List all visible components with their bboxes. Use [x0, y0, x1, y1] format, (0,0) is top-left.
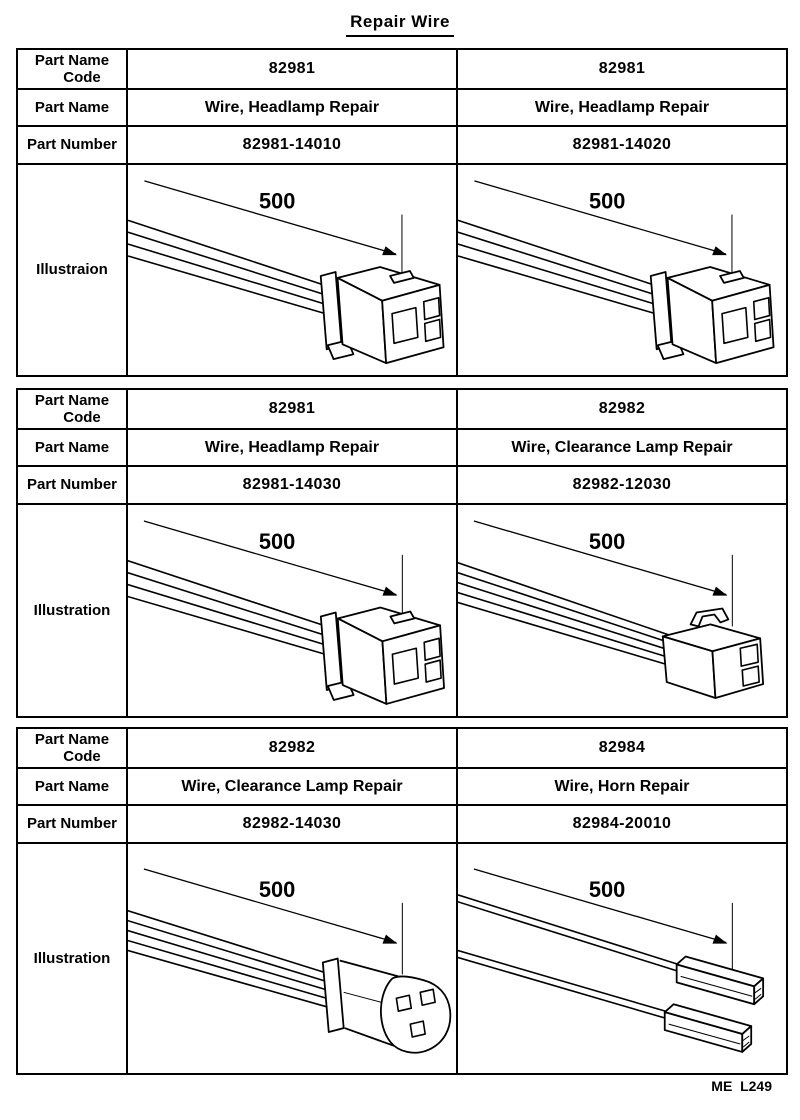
part-code-value: 82981	[126, 50, 456, 88]
row-label-illustration: Illustration	[18, 503, 126, 716]
clearance-lamp-connector-illustration	[458, 505, 786, 716]
page-title: Repair Wire	[346, 12, 454, 37]
part-name-value: Wire, Clearance Lamp Repair	[126, 767, 456, 804]
horn-spade-connectors-illustration	[458, 844, 786, 1073]
dimension-label: 500	[588, 528, 626, 554]
page-title-wrap	[0, 12, 800, 37]
part-name-value: Wire, Headlamp Repair	[126, 88, 456, 125]
row-label-illustration: Illustraion	[18, 163, 126, 375]
clearance-lamp-socket-connector-illustration	[128, 844, 456, 1073]
dimension-label: 500	[258, 876, 296, 902]
illustration-cell	[456, 842, 786, 1073]
row-label-illustration: Illustration	[18, 842, 126, 1073]
row-label-part-name: Part Name	[18, 88, 126, 125]
part-number-value: 82981-14010	[126, 125, 456, 163]
part-name-value: Wire, Horn Repair	[456, 767, 786, 804]
headlamp-connector-illustration	[458, 165, 786, 375]
illustration-cell	[456, 163, 786, 375]
dimension-label: 500	[588, 876, 626, 902]
part-number-value: 82981-14020	[456, 125, 786, 163]
row-label-part-number: Part Number	[18, 465, 126, 503]
part-code-value: 82984	[456, 729, 786, 767]
part-name-value: Wire, Clearance Lamp Repair	[456, 428, 786, 465]
dimension-label: 500	[588, 188, 626, 214]
illustration-cell	[126, 842, 456, 1073]
illustration-cell	[126, 503, 456, 716]
part-number-value: 82984-20010	[456, 804, 786, 842]
row-label-part-name: Part Name	[18, 767, 126, 804]
page-code: ME L249	[711, 1078, 772, 1094]
row-label-part-name: Part Name	[18, 428, 126, 465]
row-label-part-number: Part Number	[18, 125, 126, 163]
part-name-value: Wire, Headlamp Repair	[456, 88, 786, 125]
row-label-part-name-code: Part Name Code	[34, 730, 110, 765]
part-number-value: 82981-14030	[126, 465, 456, 503]
parts-table-2	[16, 388, 788, 718]
row-label-part-number: Part Number	[18, 804, 126, 842]
part-code-value: 82981	[126, 390, 456, 428]
dimension-label: 500	[258, 188, 296, 214]
part-code-value: 82981	[456, 50, 786, 88]
part-number-value: 82982-12030	[456, 465, 786, 503]
part-number-value: 82982-14030	[126, 804, 456, 842]
part-code-value: 82982	[126, 729, 456, 767]
illustration-cell	[456, 503, 786, 716]
part-name-value: Wire, Headlamp Repair	[126, 428, 456, 465]
dimension-label: 500	[258, 528, 296, 554]
parts-table-1	[16, 48, 788, 377]
row-label-part-name-code: Part Name Code	[34, 51, 110, 86]
headlamp-connector-illustration	[128, 505, 456, 716]
parts-table-3	[16, 727, 788, 1075]
headlamp-connector-illustration	[128, 165, 456, 375]
illustration-cell	[126, 163, 456, 375]
part-code-value: 82982	[456, 390, 786, 428]
row-label-part-name-code: Part Name Code	[34, 391, 110, 426]
